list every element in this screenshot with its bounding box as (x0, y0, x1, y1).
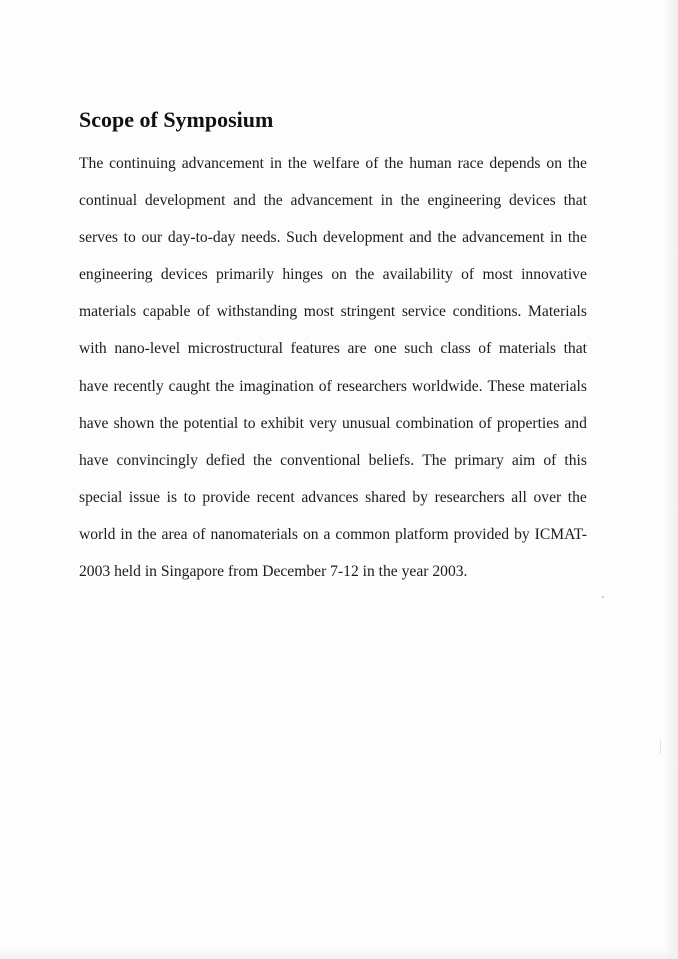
word: features (290, 340, 340, 358)
paragraph-line (79, 301, 587, 338)
word: in (550, 229, 563, 247)
word: engineering (427, 192, 502, 210)
word: combination (395, 414, 474, 432)
word: convincingly (116, 451, 198, 469)
word: of (365, 155, 379, 172)
word: provide (202, 488, 251, 506)
word: race (457, 155, 484, 172)
word: engineering (79, 266, 153, 284)
word: the (400, 192, 420, 210)
word: materials (79, 303, 137, 321)
word: nanomaterials (210, 525, 298, 543)
word: of (543, 451, 557, 469)
word: the (355, 266, 375, 284)
word: of (192, 525, 206, 543)
word: is (166, 488, 178, 506)
word: with (79, 340, 107, 358)
word: unusual (341, 414, 391, 432)
word: innovative (521, 266, 587, 284)
word: in (269, 155, 282, 172)
word: properties (496, 414, 560, 432)
word: that (563, 192, 587, 210)
word: common (335, 525, 390, 543)
word: Such (286, 229, 318, 247)
word: nano-level (114, 340, 181, 358)
paragraph-line (79, 376, 587, 413)
word: the (252, 451, 273, 469)
word: to (243, 414, 256, 432)
word: devices (508, 192, 556, 210)
page-edge-shadow (664, 0, 678, 959)
word: worldwide. (411, 377, 483, 395)
word: stringent (340, 303, 396, 321)
scan-speck (602, 596, 604, 598)
word: in (380, 192, 393, 210)
word: availability (382, 266, 453, 284)
word: are (347, 340, 367, 358)
word: advances (301, 488, 359, 506)
section-heading: Scope of Symposium (79, 107, 274, 132)
word: development (144, 192, 226, 210)
paragraph-line (79, 227, 587, 264)
word: caught (168, 377, 211, 395)
paragraph-line (79, 153, 587, 190)
word: provided (453, 525, 510, 543)
word: very (309, 414, 337, 432)
word: in (120, 525, 133, 543)
word: the (567, 229, 587, 247)
page-edge-shadow (0, 949, 678, 959)
word: the (567, 155, 587, 172)
word: aim (511, 451, 536, 469)
word: primarily (216, 266, 275, 284)
word: microstructural (187, 340, 283, 358)
word: shown (113, 414, 155, 432)
word: and (409, 229, 432, 247)
word: continual (79, 192, 138, 210)
word: by (514, 525, 530, 543)
word: all (511, 488, 527, 506)
word: serves (79, 229, 118, 247)
word: such (404, 340, 433, 358)
word: advancement (290, 192, 373, 210)
word: over (533, 488, 562, 506)
word: recent (256, 488, 295, 506)
word: class (440, 340, 471, 358)
word: of (478, 340, 492, 358)
word: capable (142, 303, 191, 321)
word: special (79, 488, 123, 506)
word: welfare (312, 155, 360, 172)
word: These (487, 377, 525, 395)
paragraph-line (79, 487, 587, 524)
word: advancement (462, 229, 545, 247)
word: of (196, 303, 210, 321)
word: exhibit (260, 414, 304, 432)
word: of (318, 377, 332, 395)
word: conventional (280, 451, 361, 469)
paragraph-last-line: 2003 held in Singapore from December 7-12 in the year 2003. (79, 563, 468, 581)
word: issue (128, 488, 161, 506)
word: on (302, 525, 319, 543)
word: shared (365, 488, 406, 506)
word: of (461, 266, 475, 284)
word: most (303, 303, 335, 321)
word: on (546, 155, 562, 172)
word: imagination (239, 377, 314, 395)
word: devices (160, 266, 208, 284)
word: of (478, 414, 492, 432)
word: the (384, 155, 404, 172)
word: that (563, 340, 587, 358)
word: ICMAT- (534, 525, 587, 543)
word: a (323, 525, 331, 543)
word: area (161, 525, 188, 543)
word: human (409, 155, 452, 172)
paragraph-line (79, 413, 587, 450)
word: have (79, 377, 109, 395)
word: one (374, 340, 397, 358)
word: by (412, 488, 428, 506)
word: the (159, 414, 179, 432)
word: the (437, 229, 457, 247)
word: researchers (434, 488, 505, 506)
word: materials (498, 340, 556, 358)
word: have (79, 414, 109, 432)
word: potential (183, 414, 239, 432)
word: world (79, 525, 116, 543)
word: needs. (241, 229, 281, 247)
word: platform (394, 525, 449, 543)
word: the (137, 525, 157, 543)
scan-speck (660, 740, 661, 754)
word: most (482, 266, 513, 284)
word: The (422, 451, 447, 469)
word: to (183, 488, 196, 506)
word: and (564, 414, 587, 432)
word: day-to-day (167, 229, 236, 247)
word: primary (454, 451, 504, 469)
word: materials (529, 377, 587, 395)
word: depends (489, 155, 541, 172)
paragraph-line (79, 264, 587, 301)
word: continuing (109, 155, 176, 172)
paragraph-line (79, 190, 587, 227)
word: beliefs. (368, 451, 415, 469)
word: advancement (181, 155, 264, 172)
word: conditions. (452, 303, 522, 321)
paragraph-line (79, 450, 587, 487)
paragraph-line (79, 524, 587, 561)
paragraph-line (79, 338, 587, 375)
word: to (123, 229, 136, 247)
word: researchers (336, 377, 407, 395)
word: Materials (528, 303, 587, 321)
word: defied (205, 451, 245, 469)
word: service (401, 303, 446, 321)
word: this (564, 451, 587, 469)
word: the (215, 377, 235, 395)
word: withstanding (216, 303, 298, 321)
word: and (233, 192, 256, 210)
word: the (567, 488, 587, 506)
word: The (79, 155, 104, 172)
word: on (331, 266, 347, 284)
word: the (263, 192, 283, 210)
word: recently (113, 377, 164, 395)
body-paragraph (79, 153, 587, 598)
word: our (141, 229, 163, 247)
word: hinges (282, 266, 324, 284)
word: have (79, 451, 109, 469)
word: the (287, 155, 307, 172)
word: development (323, 229, 404, 247)
